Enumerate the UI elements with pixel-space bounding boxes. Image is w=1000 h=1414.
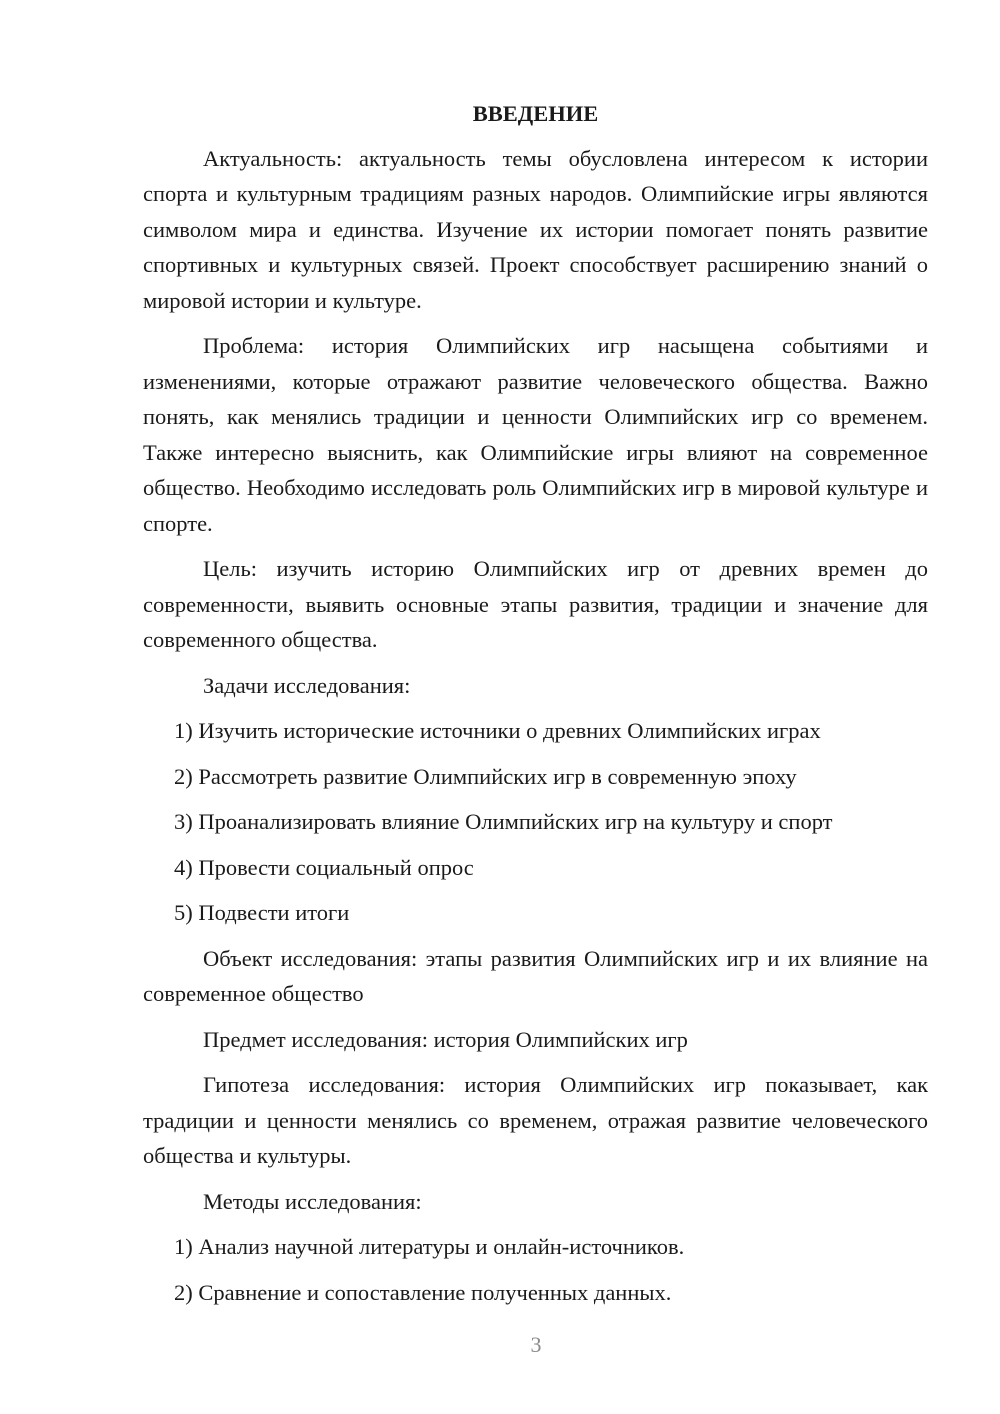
section-title: ВВЕДЕНИЕ <box>472 101 599 126</box>
methods-heading: Методы исследования: <box>203 1188 422 1214</box>
subject-paragraph: Предмет исследования: история Олимпийских игр <box>203 1026 688 1052</box>
tasks-heading: Задачи исследования: <box>203 672 411 698</box>
task-item: 4) Провести социальный опрос <box>174 854 474 880</box>
page-number: 3 <box>530 1332 542 1357</box>
relevance-paragraph: Актуальность: актуальность темы обусловлена интересом к истории спорта и культурным традициям разных народов. Олимпийские игры являются символом мира и единства. Изучение их истории помогает понять развитие спортивных и культурных связей. Проект способствует расширению знаний о мировой истории и культуре. <box>143 145 928 313</box>
task-item: 1) Изучить исторические источники о древних Олимпийских играх <box>174 718 821 743</box>
task-item: 2) Рассмотреть развитие Олимпийских игр в современную эпоху <box>174 763 797 789</box>
page-content <box>143 96 928 1320</box>
task-item: 3) Проанализировать влияние Олимпийских игр на культуру и спорт <box>174 809 833 834</box>
goal-paragraph: Цель: изучить историю Олимпийских игр от древних времен до современности, выявить основные этапы развития, традиции и значение для современного общества. <box>143 556 928 652</box>
problem-paragraph: Проблема: история Олимпийских игр насыщена событиями и изменениями, которые отражают развитие человеческого общества. Важно понять, как менялись традиции и ценности Олимпийских игр со временем. Также интересно выяснить, как Олимпийские игры влияют на современное общество. Необходимо исследовать роль Олимпийских игр в мировой культуре и спорте. <box>143 333 928 536</box>
method-item: 1) Анализ научной литературы и онлайн-источников. <box>174 1234 685 1259</box>
method-item: 2) Сравнение и сопоставление полученных данных. <box>174 1279 672 1305</box>
hypothesis-paragraph: Гипотеза исследования: история Олимпийских игр показывает, как традиции и ценности менялись со временем, отражая развитие человеческого общества и культуры. <box>143 1072 928 1168</box>
task-item: 5) Подвести итоги <box>174 900 350 925</box>
object-paragraph: Объект исследования: этапы развития Олимпийских игр и их влияние на современное общество <box>143 945 928 1006</box>
